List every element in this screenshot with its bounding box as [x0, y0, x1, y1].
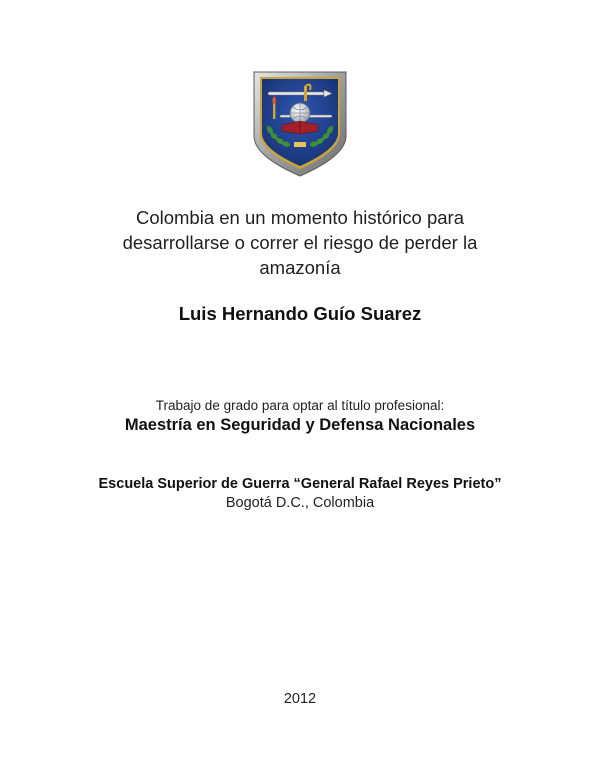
degree-name: Maestría en Seguridad y Defensa Nacionales — [124, 416, 476, 434]
thesis-title-line: amazonía — [259, 257, 341, 278]
thesis-title-line: Colombia en un momento histórico para — [135, 207, 465, 228]
year: 2012 — [283, 691, 317, 707]
location: Bogotá D.C., Colombia — [225, 495, 375, 511]
degree-intro: Trabajo de grado para optar al título profesional: — [155, 398, 445, 413]
institution-name: Escuela Superior de Guerra “General Rafael Reyes Prieto” — [98, 476, 502, 492]
author-name: Luis Hernando Guío Suarez — [178, 303, 422, 324]
shield-crest-icon — [252, 70, 348, 178]
thesis-title-line: desarrollarse o correr el riesgo de perder la — [122, 232, 478, 253]
thesis-title — [40, 205, 560, 280]
